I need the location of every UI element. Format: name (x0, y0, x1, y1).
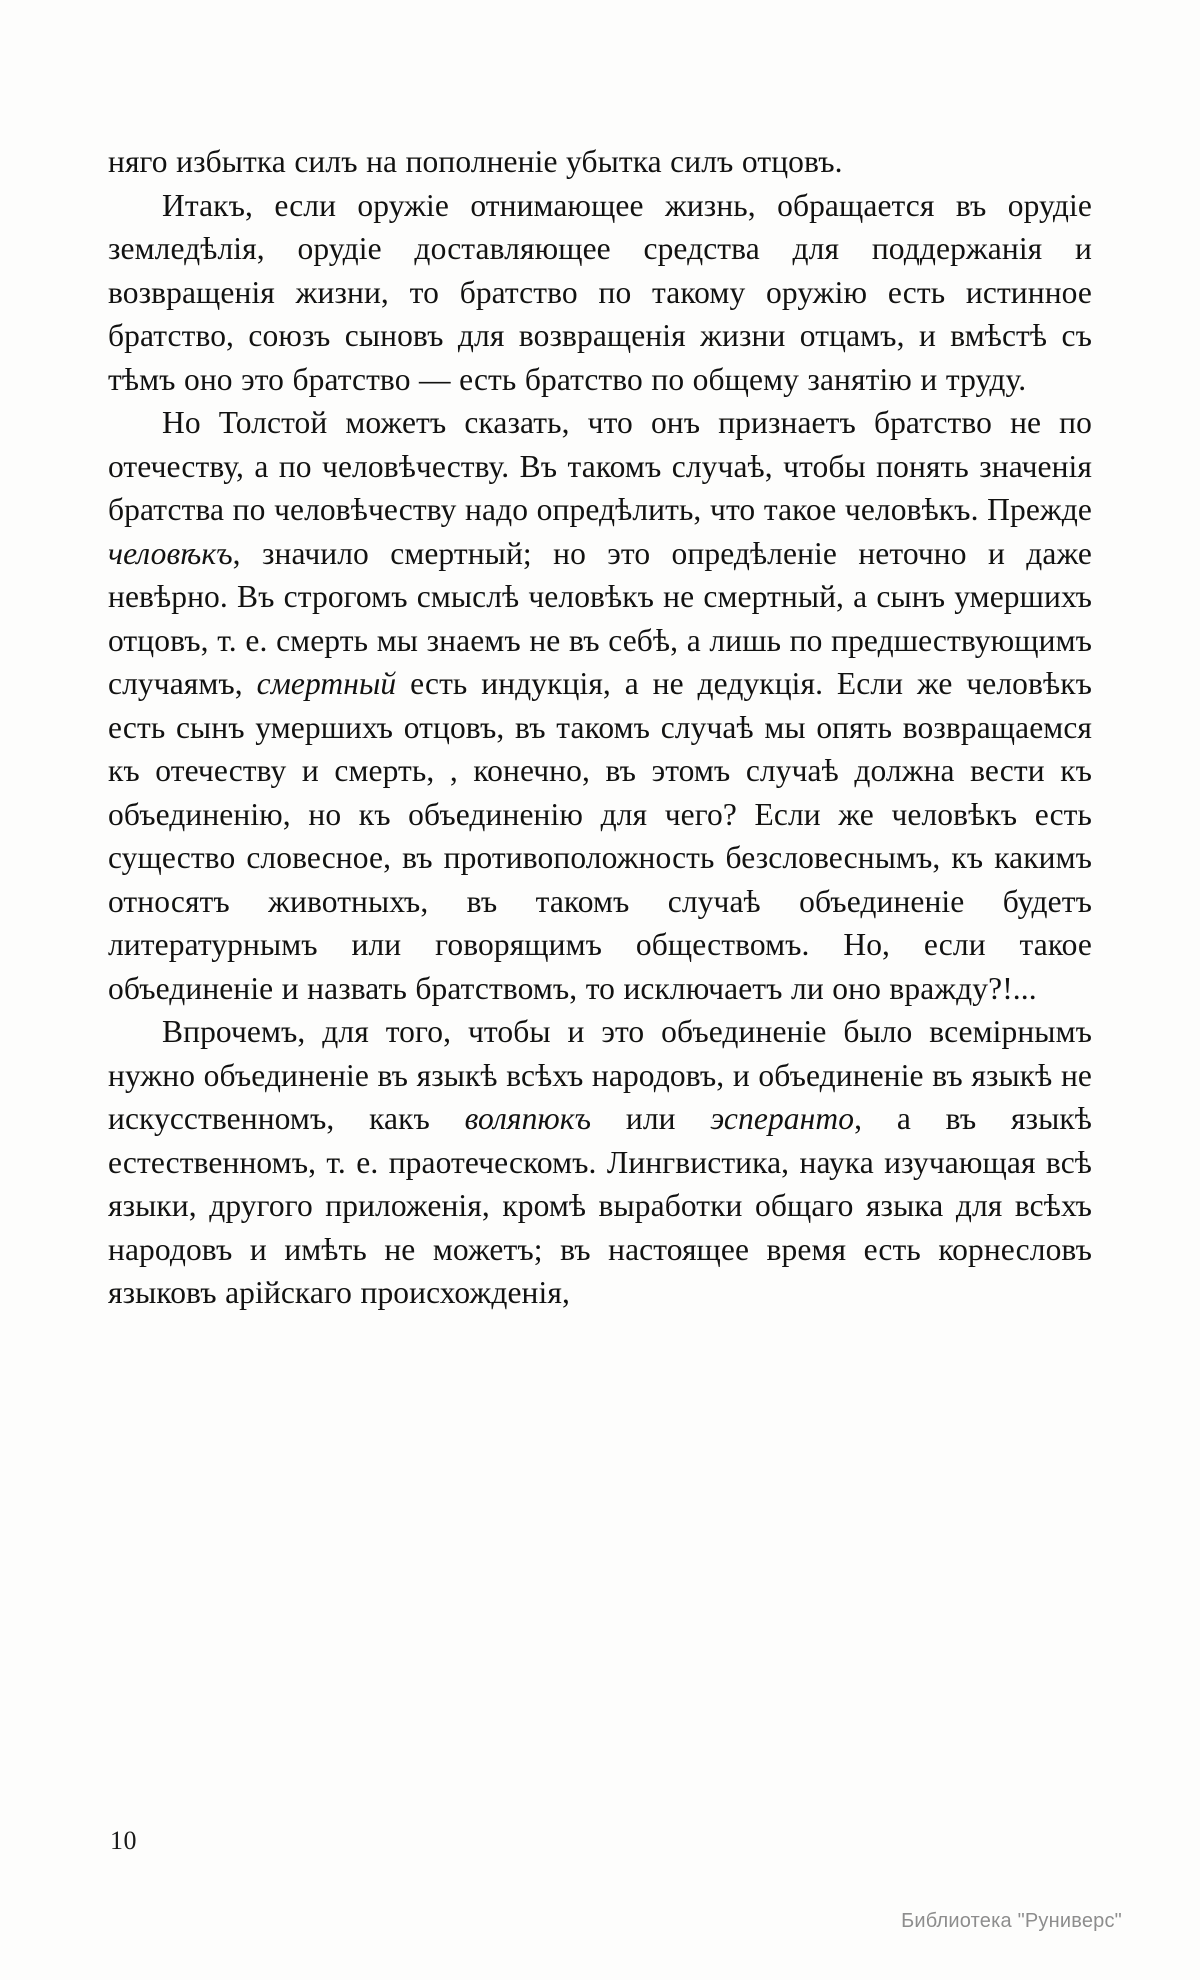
paragraph (108, 140, 1092, 184)
emphasis-text: смертный (256, 666, 397, 701)
emphasis-text: человѣкъ (108, 535, 233, 571)
body-text: Впрочемъ, для того, чтобы и это объединеніе было всемірнымъ нужно объединеніе въ языкѣ всѣхъ народовъ, и объединеніе въ языкѣ не искусственномъ, какъ (108, 1014, 1092, 1136)
paragraph (108, 184, 1092, 402)
body-text: есть индукція, а не дедукція. Если же человѣкъ есть сынъ умершихъ отцовъ, въ такомъ случаѣ мы опять возвращаемся къ отечеству и смерть, , конечно, въ этомъ случаѣ должна вести къ объединенію, но къ объединенію для чего? Если же человѣкъ есть существо словесное, въ противоположность безсловеснымъ, къ какимъ относятъ животныхъ, въ такомъ случаѣ объединеніе будетъ литературнымъ или говорящимъ обществомъ. Но, если такое объединеніе и назвать братствомъ, то исключаетъ ли оно вражду?!... (108, 666, 1092, 1006)
emphasis-text: воляпюкъ (464, 1101, 592, 1136)
body-text: или (591, 1101, 711, 1136)
body-text: Но Толстой можетъ сказать, что онъ признаетъ братство не по отечеству, а по человѣчеству. Въ такомъ случаѣ, чтобы понять значенія братства по человѣчеству надо опредѣлить, что такое человѣкъ. Прежде (108, 405, 1092, 527)
body-text: Итакъ, если оружіе отнимающее жизнь, обращается въ орудіе земледѣлія, орудіе доставляющее средства для поддержанія и возвращенія жизни, то братство по такому оружію есть истинное братство, союзъ сыновъ для возвращенія жизни отцамъ, и вмѣстѣ съ тѣмъ оно это братство — есть братство по общему занятію и труду. (108, 187, 1092, 397)
body-text: , значило смертный; но это опредѣленіе неточно и даже невѣрно. Въ строгомъ смыслѣ человѣкъ не смертный, а сынъ умершихъ отцовъ, т. е. смерть мы знаемъ не въ себѣ, а лишь по предшествующимъ случаямъ, (108, 535, 1092, 701)
paragraph (108, 1010, 1092, 1315)
body-text-column (108, 140, 1092, 1315)
page-number: 10 (110, 1826, 137, 1855)
library-credit-watermark: Библиотека "Руниверс" (901, 1910, 1122, 1932)
body-text: няго избытка силъ на пополненіе убытка силъ отцовъ. (108, 144, 843, 179)
emphasis-text: эсперанто (710, 1101, 855, 1136)
body-text: , а въ языкѣ естественномъ, т. е. праотеческомъ. Лингвистика, наука изучающая всѣ языки, другого приложенія, кромѣ выработки общаго языка для всѣхъ народовъ и имѣть не можетъ; въ настоящее время есть корнесловъ языковъ арійскаго происхожденія, (108, 1101, 1093, 1310)
paragraph (108, 401, 1092, 1010)
